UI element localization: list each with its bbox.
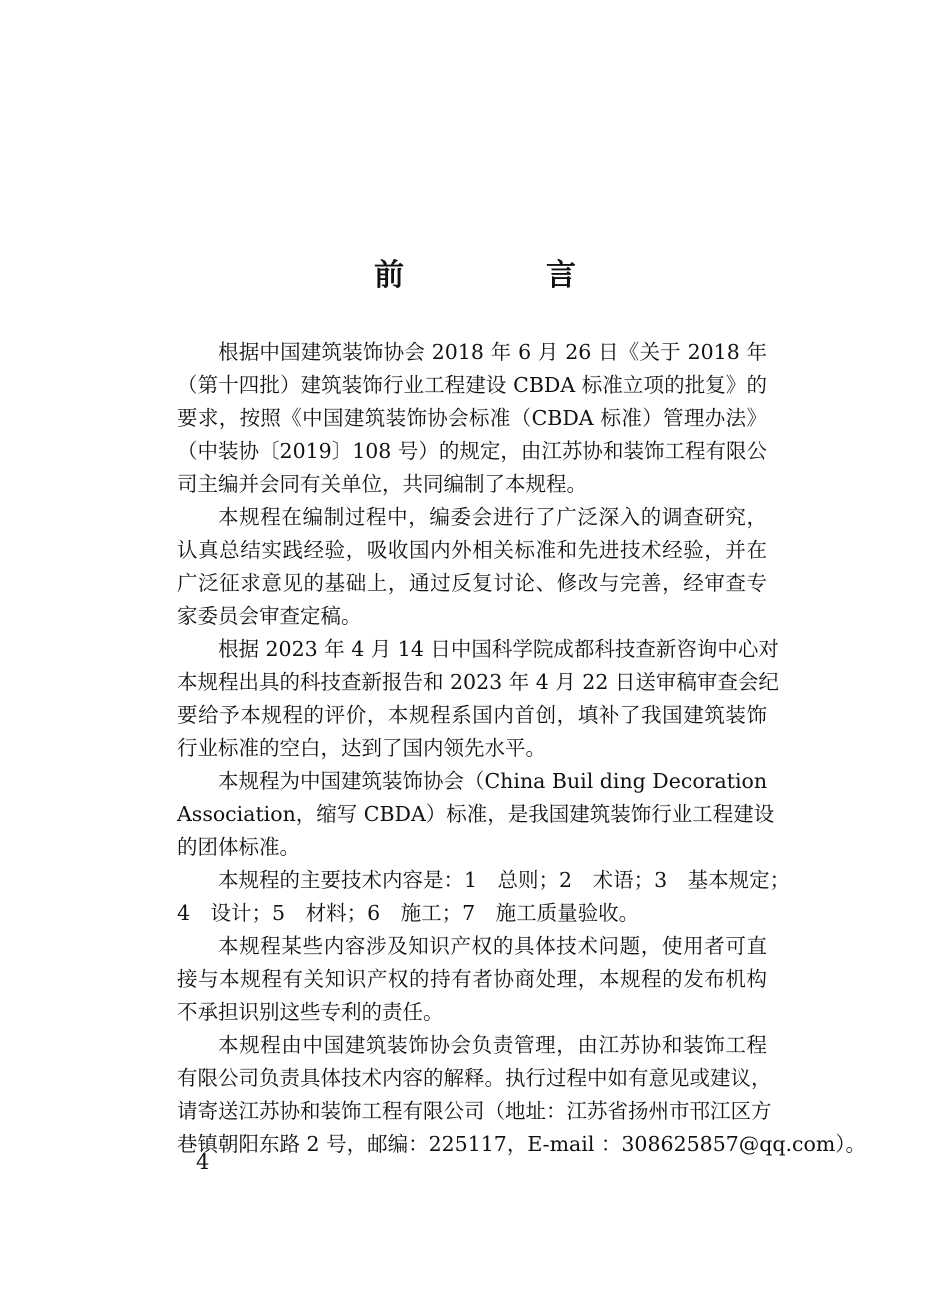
text-line: 家委员会审查定稿。 bbox=[177, 604, 362, 628]
text-line: 本规程在编制过程中，编委会进行了广泛深入的调查研究， bbox=[218, 505, 767, 529]
text-line: （第十四批）建筑装饰行业工程建设 CBDA 标准立项的批复》的 bbox=[177, 373, 767, 397]
paragraph bbox=[177, 765, 775, 864]
text-line: 要求，按照《中国建筑装饰协会标准（CBDA 标准）管理办法》 bbox=[177, 406, 767, 430]
page-title: 前 言 bbox=[374, 258, 632, 293]
text-line: 接与本规程有关知识产权的持有者协商处理，本规程的发布机构 bbox=[177, 967, 767, 991]
preface-body bbox=[177, 336, 867, 1161]
text-line: 本规程由中国建筑装饰协会负责管理，由江苏协和装饰工程 bbox=[218, 1033, 767, 1057]
text-line: 根据中国建筑装饰协会 2018 年 6 月 26 日《关于 2018 年 bbox=[218, 340, 767, 364]
text-line: 本规程出具的科技查新报告和 2023 年 4 月 22 日送审稿审查会纪 bbox=[177, 670, 779, 694]
text-line: 本规程为中国建筑装饰协会（China Buil ding Decoration bbox=[218, 769, 768, 793]
text-line: 认真总结实践经验，吸收国内外相关标准和先进技术经验，并在 bbox=[177, 538, 767, 562]
paragraph bbox=[177, 864, 791, 930]
text-line: 要给予本规程的评价，本规程系国内首创，填补了我国建筑装饰 bbox=[177, 703, 767, 727]
paragraph bbox=[177, 1029, 867, 1161]
paragraph bbox=[177, 633, 779, 765]
text-line: 的团体标准。 bbox=[177, 835, 300, 859]
text-line: 有限公司负责具体技术内容的解释。执行过程中如有意见或建议， bbox=[177, 1066, 772, 1090]
text-line: （中装协〔2019〕108 号）的规定，由江苏协和装饰工程有限公 bbox=[177, 439, 767, 463]
text-line: 根据 2023 年 4 月 14 日中国科学院成都科技查新咨询中心对 bbox=[218, 637, 779, 661]
page-number: 4 bbox=[196, 1150, 210, 1174]
text-line: Association，缩写 CBDA）标准，是我国建筑装饰行业工程建设 bbox=[177, 802, 775, 826]
text-line: 行业标准的空白，达到了国内领先水平。 bbox=[177, 736, 546, 760]
text-line: 广泛征求意见的基础上，通过反复讨论、修改与完善，经审查专 bbox=[177, 571, 767, 595]
text-line: 不承担识别这些专利的责任。 bbox=[177, 1000, 444, 1024]
text-line: 巷镇朝阳东路 2 号，邮编：225117，E-mail ：308625857@qq.com）。 bbox=[177, 1132, 867, 1156]
text-line: 司主编并会同有关单位，共同编制了本规程。 bbox=[177, 472, 587, 496]
text-line: 本规程某些内容涉及知识产权的具体技术问题，使用者可直 bbox=[218, 934, 767, 958]
paragraph bbox=[177, 336, 767, 501]
text-line: 请寄送江苏协和装饰工程有限公司（地址：江苏省扬州市邗江区方 bbox=[177, 1099, 772, 1123]
text-line: 本规程的主要技术内容是：1 总则；2 术语；3 基本规定； bbox=[218, 868, 791, 892]
text-line: 4 设计；5 材料；6 施工；7 施工质量验收。 bbox=[177, 901, 640, 925]
paragraph bbox=[177, 501, 767, 633]
paragraph bbox=[177, 930, 767, 1029]
